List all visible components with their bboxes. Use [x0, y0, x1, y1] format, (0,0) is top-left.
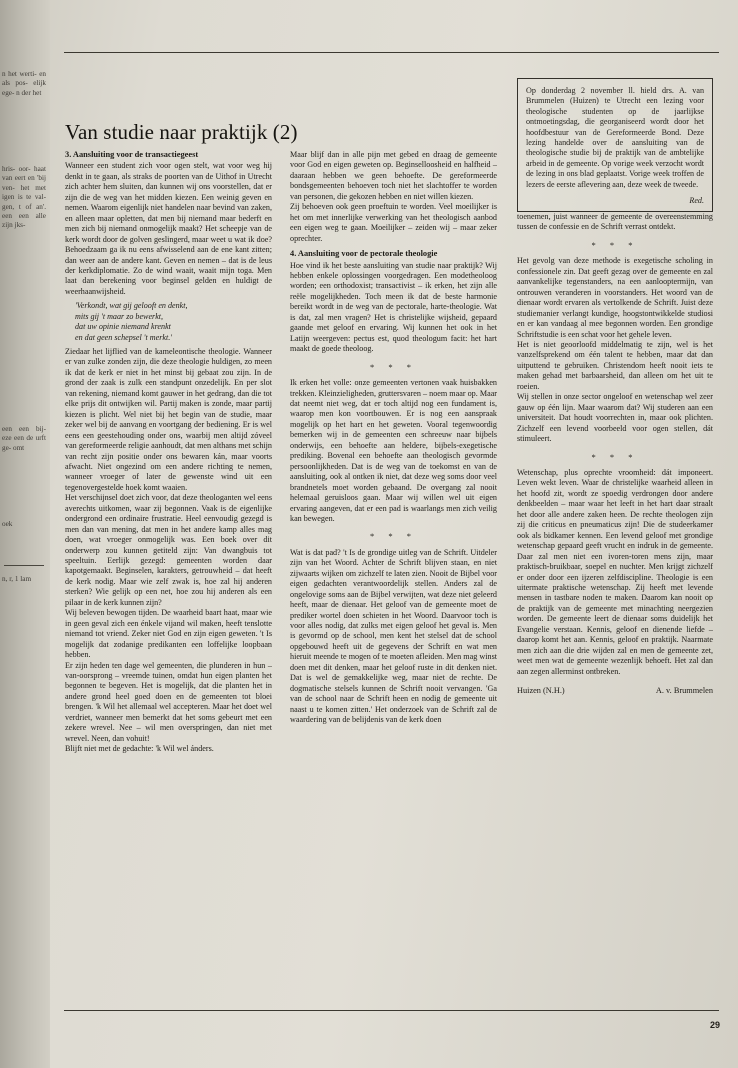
column-three [517, 212, 713, 696]
paragraph: Zij behoeven ook geen proeftuin te worden. Veel moeilijker is het om met innerlijke verwerking van het theologisch aanbod een eigen weg te gaan. Moeilijker – zeiden wij – maar zeker oprechter. [290, 202, 497, 243]
gutter-fragment-1: n het werti- en als pos- elijk ege- n der het [2, 70, 46, 97]
page-gutter [0, 0, 50, 1068]
gutter-fragment-5: n, r, 1 lam [2, 575, 32, 583]
signature-place: Huizen (N.H.) [517, 686, 565, 696]
verse-block [75, 301, 272, 343]
gutter-fragment-4: oek [2, 520, 13, 528]
section-separator: * * * [591, 239, 639, 250]
paragraph: Maar blijf dan in alle pijn met gebed en draag de gemeente voor God en eigen geweten op. Beginselloosheid en halfheid – daaraan hebben we geen behoefte. De gereformeerde bondsgemeenten behoeven toch niet het slachtoffer te worden van personen, die gekozen hebben en niet willen kiezen. [290, 150, 497, 201]
paragraph: Wanneer een student zich voor ogen stelt, wat voor weg hij denkt in te gaan, als straks de poorten van de Uithof in Utrecht zich achter hem sluiten, dan kunnen wij ons voorstellen, dat er zijn die de weg van het midden kiezen. Een weinig geven en nemen. Waarom eigenlijk niet handelen naar bevind van zaken, en alleen maar opletten, dat men bij niemand maar bederft en men zich bij niemand onmogelijk maakt? Het scheepje van de kerk wordt door de golven geslingerd, maar weet u wat ik doe? Behoedzaam ga ik nu eens afwisselend aan de ene kant zitten; dan weer aan de andere kant. Geven en nemen – dat is de leus der kerkdiplomatie. Zo de wind waait, waait mijn toga. Men laat dan berekening voor beginsel gelden en huldigt de weerhaanwijsheid. [65, 161, 272, 296]
editorial-note-box [517, 78, 713, 212]
signature-author: A. v. Brummelen [655, 686, 713, 696]
page-sheet [50, 0, 738, 1068]
paragraph: Hoe vind ik het beste aansluiting van studie naar praktijk? Wij hebben enkele oplossingen voorgedragen. Een modetheoloog worden; een orthodoxist; transactivist – ik erken, het zijn alle reële mogelijkheden. Toch meen ik dat de beste harmonie bereikt wordt in de weg van de pectorale, harte-theologie. Wat is dat, zal men vragen? Het is christelijke wijsheid, gepaard gaande met geloof en ervaring. Wij kunnen het ook in het Latijn weergeven: pectus est, quod theologum facit: het hart maakt de goede theoloog. [290, 260, 497, 354]
paragraph: Wij stellen in onze sector ongeloof en wetenschap wel zeer gauw op één lijn. Maar waarom dat? Wij studeren aan een universiteit. Dat houdt voorrechten in, maar ook plichten. Zichzelf een levend voorbeeld voor ogen stellen, dát stimuleert. [517, 392, 713, 444]
column-two [290, 150, 497, 726]
page-number: 29 [709, 1020, 720, 1030]
paragraph: Blijft niet met de gedachte: 'k Wil wel ánders. [65, 744, 214, 754]
verse-line: mits gij 't maar zo bewerkt, [75, 311, 164, 321]
paragraph: Wij beleven bewogen tijden. De waarheid baart haat, maar wie in geen geval zich een énkele vijand wil maken, heeft tenslotte niemand tot vriend. Zeker niet God en zijn eigen geweten. 't Is mogelijk dat zodanige predikanten een loffelijke loopbaan hebben. [65, 608, 272, 660]
paragraph: Het is niet geoorloofd middelmatig te zijn, wel is het vanzelfsprekend om één talent te hebben, maar dat dan uitputtend te gebruiken. Christendom heeft nooit iets te maken gehad met barbaarsheid, dan alleen om het uit te roeien. [517, 339, 713, 391]
section-separator: * * * [591, 451, 639, 462]
section-separator: * * * [370, 531, 417, 542]
article-signature [517, 686, 713, 696]
editorial-note-text: Op donderdag 2 november ll. hield drs. A. van Brummelen (Huizen) te Utrecht een lezing voor theologische studenten op de jaarlijkse ontmoetingsdag, die georganiseerd wordt door het hoofdbestuur van de Gereformeerde Bond. Deze lezing handelde over de aansluiting van de theologische studie bij de praktijk van de ambtelijke arbeid in de gemeente. Op vorige week verzocht wordt de lezing in ons blad geplaatst. Vorige week troffen de lezers de eerste aflevering aan, deze week de tweede. [526, 86, 704, 189]
verse-line: dat uw opinie niemand krenkt [75, 322, 171, 332]
paragraph: Het verschijnsel doet zich voor, dat deze theologanten wel eens averechts uitkomen, waar zij begonnen. Vaak is de eigenlijke ondergrond een ordinaire frustratie. Heel eenvoudig gezegd is men dan van mening, dat men in het andere kamp alles mag doen, wat vroeger onmogelijk was. Een boek over dit onderwerp zou kunnen getiteld zijn: Van dwangbuis tot speeltuin. Eerlijk gezegd: gemeenten worden daar kapotgemaakt. Beginselen, karakters, getrouwheid – dat heeft de kerk nodig. Maar wie zelf zwak is, hoe zal hij anderen sterken? Wie gelijk op een net, hoe zou hij anderen als een pilaar in de kerk kunnen zijn? [65, 493, 272, 607]
column-one [65, 150, 272, 755]
paragraph: Wetenschap, plus oprechte vroomheid: dát imponeert. Leven wekt leven. Waar de christelijke waarheid alleen in het hoofd zit, wordt ze spoedig verdrongen door andere denkbeelden – maar waar het leeft in het hart daar straalt het door alle andere zaken heen. De rechte theologen zijn zij die criticus en pneumaticus zijn! Die de studeerkamer ook als bidkamer kennen. Een levend geloof met grondige wetenschap gepaard geeft vrucht en indruk in de gemeente. Daar zal men niet een ivoren-toren mens zijn, maar praktisch-bruikbaar, soepel en nuchter. Men krijgt zichzelf er onder door een ijzeren zelfdiscipline. Theologie is een uitermate praktische wetenschap. Zij heeft met levende mensen in tastbare noden te maken. Daarom kan nooit op de praktijk van de gemeente met minachting neergezien worden. De gemeente leert de dienaar soms duidelijk het Evangelie verstaan. Kennis, geloof en dienende liefde – daarop komt het aan. Kennis, geloof en praktijk. Naarmate men zich aan die drie wijden zal en men de gemeente zet, weet men wat de gemeente wezenlijk behoeft. Het zal dan aan zegen allerminst ontbreken. [517, 467, 713, 676]
section-heading-3: 3. Aansluiting voor de transactiegeest [65, 150, 199, 159]
gutter-divider [4, 565, 44, 566]
section-heading-4: 4. Aansluiting voor de pectorale theologie [290, 249, 438, 259]
verse-line: en dat geen schepsel 't merkt.' [75, 332, 172, 342]
paragraph: Het gevolg van deze methode is exegetische scholing in confessionele zin. Dat geeft gezag over de gemeente en zal aanvankelijke tegenstanders, na een aanlooptermijn, van ontrouwen veranderen in voorstanders. Het woord van de dienaar wordt ervaren als vertolkende de Schrift. Juist deze studiemanier verlangt kundige, hoogstontwikkelde studiosi en er kan vandaag al mee begonnen worden. Een grondige Schriftstudie is een schat voor het gehele leven. [517, 256, 713, 339]
paragraph: toenemen, juist wanneer de gemeente de overeenstemming tussen de confessie en de Schrift verrast ontdekt. [517, 212, 713, 232]
header-rule [64, 52, 719, 53]
editorial-note-signature: Red. [689, 196, 704, 206]
gutter-fragment-3: een een bij- eze een de urft ge- omt [2, 425, 46, 452]
section-separator: * * * [370, 361, 417, 372]
verse-line: 'Verkondt, wat gij gelooft en denkt, [75, 301, 188, 311]
paragraph: Er zijn heden ten dage wel gemeenten, die plunderen in hun – van-oorsprong – vreemde tuinen, omdat hun eigen planten het begonnen te begeven. Het is mogelijk, dat die planten het in andere grond heel goed doen en de gemeenten tot bloei brengen. 'k Wil het allemaal wel accepteren. Maar het doet wel verdriet, wanneer men bemerkt dat het soms gebeurt met een zekere wrevel. Nee – wil men overspringen, dan niet met wrevel. Neen, dan vohuit! [65, 660, 272, 743]
gutter-fragment-2: hris- oor- haat van eert en 'bij ven- het met igen is te val- gen, t of an'. een een alle zijn jks- [2, 165, 46, 230]
paragraph: Ziedaar het lijflied van de kameleontische theologie. Wanneer er van zulke zonden zijn, die deze theologie huldigen, zo meen ik dat de kerk er niet in het minst bij gebaat zou zijn. In de grond der zaak is zulk een standpunt onzedelijk. En per slot van rekening, niemand komt gauwer in het gedrang, dan die tot elke prijs dit ontwijken wil. Partij maken is zonde, maar partij kiezen is plicht. Wel niet bij het begin van de studie, maar zeker wel bij de aanvang en voortgang der bediening. Er is wel eens een geestehouding onder ons, waarbij men altijd zóveel van gereformeerde religie aanhoudt, dat men althans met schijn van recht zijn positie onder ons bewaren kán, maar voorts afwacht. Niet ongezind om een andere richting te nemen, wanneer vroeger of later de gewenste wind uit een tegenovergestelde hoek komt waaien. [65, 346, 272, 492]
page-title: Van studie naar praktijk (2) [65, 120, 298, 144]
footer-rule [64, 1010, 719, 1011]
paragraph: Wat is dat pad? 't Is de grondige uitleg van de Schrift. Uitdeler zijn van het Woord. Achter de Schrift blijven staan, en niet zijwaarts wijken om zichzelf te laten zien. Nooit de Bijbel voor eigen gedachten verantwoordelijk stellen. Anders zal de ongelovige soms aan de Bijbel verwijten, wat deze niet geleerd heeft, maar de dienaar. Het geloof van de gemeente moet de prediker wortel doen schieten in het Woord. Daarvoor toch is voor alles nodig, dat zulks met eigen geloof het geval is. Men is gevormd op de school, men kent het stelsel dat de school opgebouwd heeft uit de gegevens der Schrift en wat men hieruit meende te mogen of te moeten afleiden. Men mag winst doen met dit denken, maar het geloof ruste in dit denken niet. Dat is wel de gemakkelijke weg, maar niet de rechte. De dogmatische stelsels kunnen de Schrift nooit vervangen. 'Ga van de school naar de Schrift heen en nodig de gemeente uit naast u te komen zitten.' Het onderzoek van de Schrift zal de waardering van de belijdenis van de kerk doen [290, 547, 497, 725]
paragraph: Ik erken het volle: onze gemeenten vertonen vaak huisbakken trekken. Kleinzieligheden, gruttersvaren – noem maar op. Maar dat neemt niet weg, dat er toch altijd nog een fundament is, waarop men kon voortbouwen. Er is nog een aanspraak mogelijk op het hart en het geweten. Vooral tegenwoordig bemerken wij in de gemeenten een schreeuw naar bijbels onderwijs, een behoefte aan heldere, bijbels-exegetische prediking. Bovenal een behoefte aan theologisch gevormde persoonlijkheden. Dat is de weg van de toekomst en van de aansluiting, ook al ontken ik niet, dat deze weg soms door veel brandnetels moet worden gebaand. De overgang zal nooit helemaal geruisloos gaan. Maar wij willen wel uit eigen ervaring aangeven, dat er een pad is waarlangs men zich veilig kan bewegen. [290, 378, 497, 523]
